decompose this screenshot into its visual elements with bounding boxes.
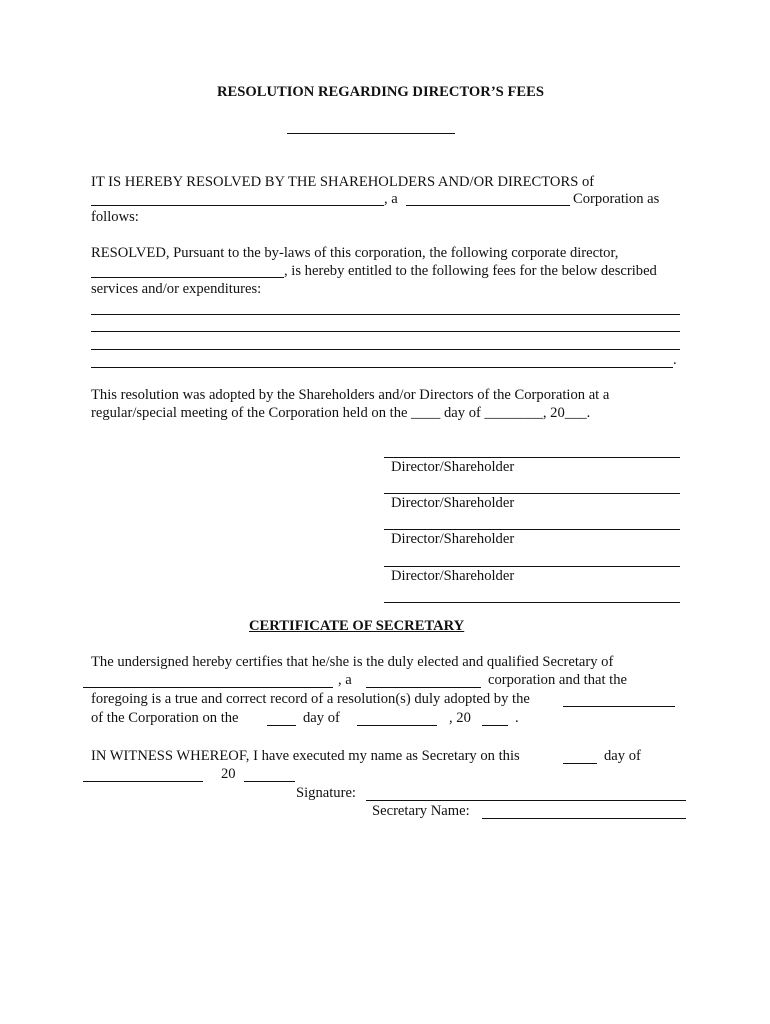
- witness-twenty: 20: [221, 766, 236, 782]
- adoption-meeting-line: regular/special meeting of the Corporation held on the ____ day of ________, 20___.: [91, 405, 591, 421]
- resolved-intro-follows: follows:: [91, 209, 139, 225]
- secretary-signature-field[interactable]: [366, 800, 686, 801]
- certificate-month-blank[interactable]: [357, 725, 437, 726]
- certificate-state-blank[interactable]: [366, 687, 481, 688]
- signature-label: Signature:: [296, 785, 356, 801]
- certificate-corporation-blank[interactable]: [83, 687, 333, 688]
- fees-description-blank-2[interactable]: [91, 331, 680, 332]
- certificate-day-of: day of: [303, 710, 340, 726]
- fees-description-blank-3[interactable]: [91, 349, 680, 350]
- fees-description-blank-1[interactable]: [91, 314, 680, 315]
- signature-line-5[interactable]: [384, 602, 680, 603]
- resolved-intro-line: IT IS HEREBY RESOLVED BY THE SHAREHOLDERS AND/OR DIRECTORS of: [91, 174, 595, 190]
- certificate-year-blank[interactable]: [482, 725, 508, 726]
- resolved-intro-a: , a: [384, 191, 398, 207]
- secretary-name-label: Secretary Name:: [372, 803, 470, 819]
- witness-day-blank[interactable]: [563, 763, 597, 764]
- resolved-services-line: services and/or expenditures:: [91, 281, 262, 297]
- resolved-intro-corporation-as: Corporation as: [573, 191, 660, 207]
- resolved-line: RESOLVED, Pursuant to the by-laws of this corporation, the following corporate director,: [91, 245, 619, 261]
- witness-day-of: day of: [604, 748, 641, 764]
- signature-label-1: Director/Shareholder: [391, 459, 515, 475]
- signature-label-4: Director/Shareholder: [391, 568, 515, 584]
- witness-year-blank[interactable]: [244, 781, 295, 782]
- certificate-foregoing-line: foregoing is a true and correct record of a resolution(s) duly adopted by the: [91, 691, 530, 707]
- certificate-period: .: [515, 710, 519, 726]
- certificate-adopted-by-blank[interactable]: [563, 706, 675, 707]
- resolved-entitled-line: , is hereby entitled to the following fees for the below described: [284, 263, 657, 279]
- witness-line: IN WITNESS WHEREOF, I have executed my name as Secretary on this: [91, 748, 520, 764]
- fees-description-period: .: [673, 352, 677, 368]
- adoption-line: This resolution was adopted by the Shareholders and/or Directors of the Corporation at a: [91, 387, 610, 403]
- certificate-line: The undersigned hereby certifies that he/she is the duly elected and qualified Secretary of: [91, 654, 614, 670]
- certificate-a: , a: [338, 672, 352, 688]
- certificate-heading: CERTIFICATE OF SECRETARY: [249, 618, 465, 634]
- secretary-name-field[interactable]: [482, 818, 686, 819]
- fees-description-blank-4[interactable]: [91, 367, 673, 368]
- corporation-name-blank[interactable]: [91, 205, 384, 206]
- certificate-corp-and-that: corporation and that the: [488, 672, 627, 688]
- document-title: RESOLUTION REGARDING DIRECTOR’S FEES: [217, 84, 544, 100]
- title-underline-blank[interactable]: [287, 133, 455, 134]
- signature-label-3: Director/Shareholder: [391, 531, 515, 547]
- certificate-of-corp-on: of the Corporation on the: [91, 710, 239, 726]
- signature-label-2: Director/Shareholder: [391, 495, 515, 511]
- director-name-blank[interactable]: [91, 277, 284, 278]
- corporation-state-blank[interactable]: [406, 205, 570, 206]
- certificate-day-blank[interactable]: [267, 725, 296, 726]
- witness-month-blank[interactable]: [83, 781, 203, 782]
- certificate-comma-20: , 20: [449, 710, 471, 726]
